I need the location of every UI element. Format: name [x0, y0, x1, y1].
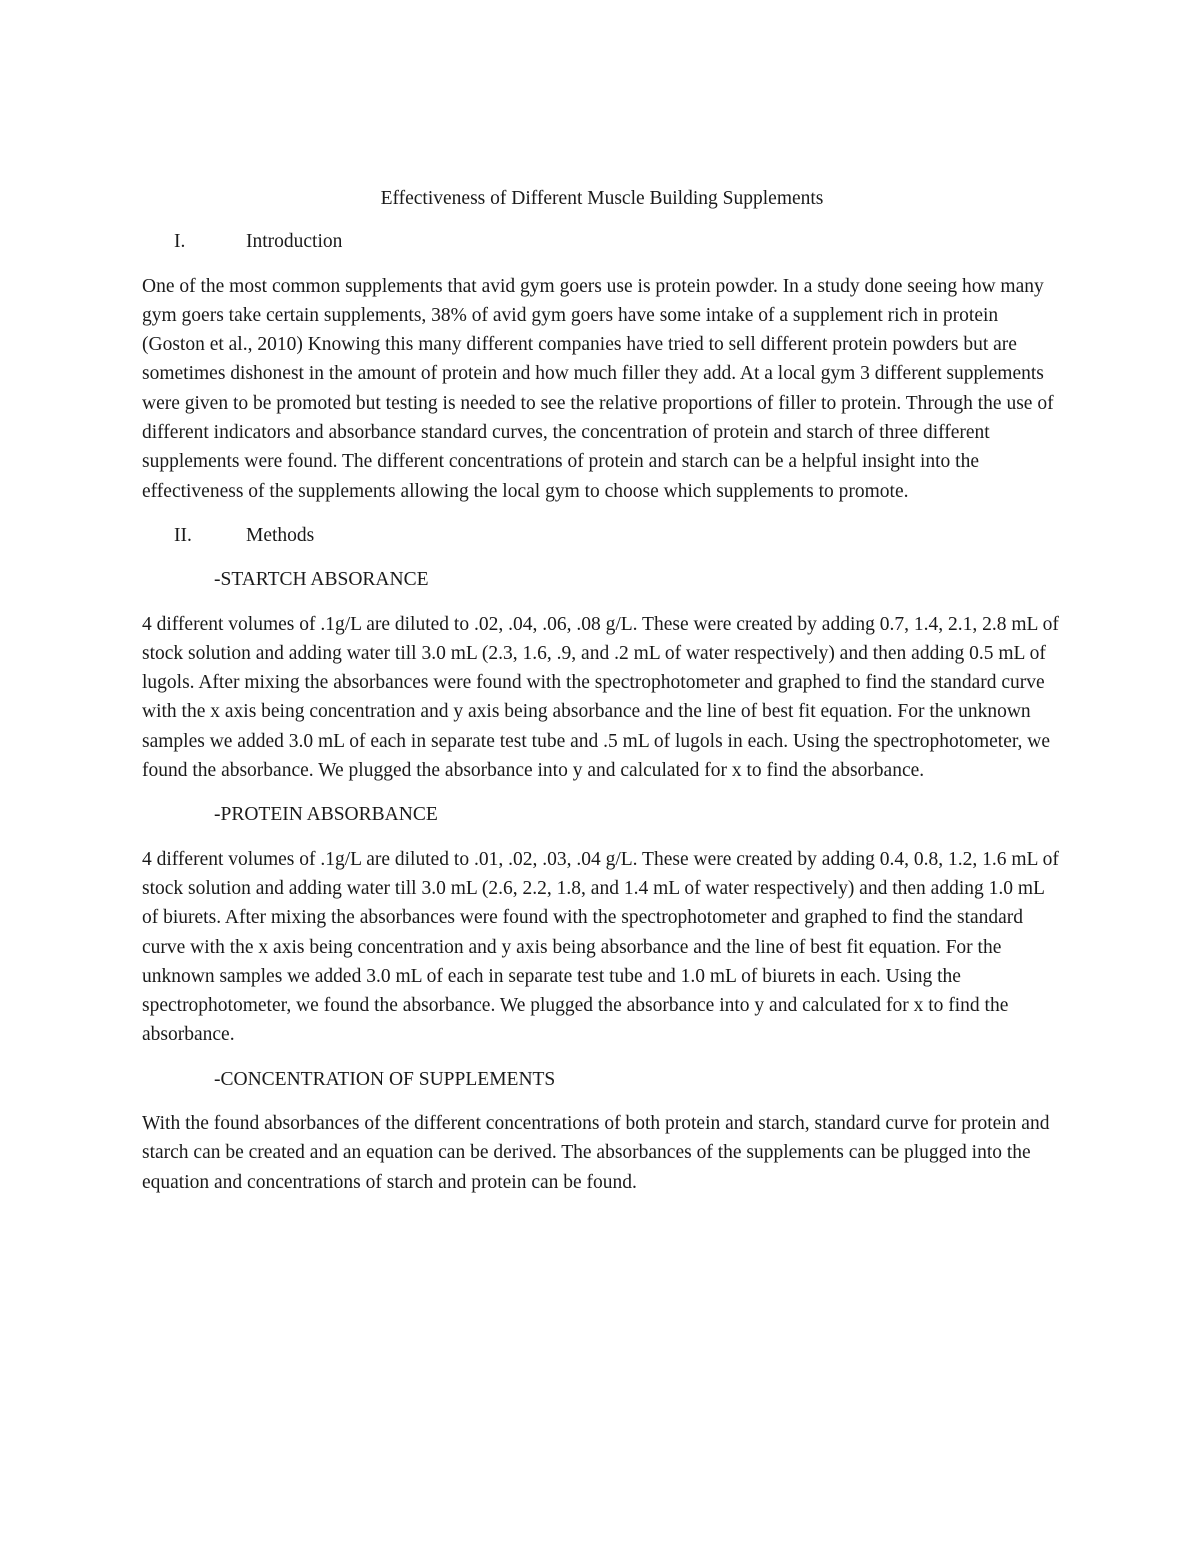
- section-number: II.: [174, 524, 192, 546]
- section-title: Introduction: [246, 231, 343, 253]
- subheading-concentration-of-supplements: -CONCENTRATION OF SUPPLEMENTS: [214, 1068, 556, 1090]
- document-title: Effectiveness of Different Muscle Building Supplements: [380, 188, 824, 209]
- introduction-paragraph: One of the most common supplements that avid gym goers use is protein powder. In a study done seeing how many gym goers take certain supplements, 38% of avid gym goers have some intake of a supplement rich in protein (Goston et al., 2010) Knowing this many different companies have tried to sell different protein powders but are sometimes dishonest in the amount of protein and how much filler they add. At a local gym 3 different supplements were given to be promoted but testing is needed to see the relative proportions of filler to protein. Through the use of different indicators and absorbance standard curves, the concentration of protein and starch of three different supplements were found. The different concentrations of protein and starch can be a helpful insight into the effectiveness of the supplements allowing the local gym to choose which supplements to promote.: [142, 275, 1054, 502]
- section-heading-introduction: [142, 227, 1062, 256]
- section-number: I.: [174, 231, 186, 253]
- section-title: Methods: [246, 524, 315, 546]
- starch-method-paragraph: 4 different volumes of .1g/L are diluted to .02, .04, .06, .08 g/L. These were created by adding 0.7, 1.4, 2.1, 2.8 mL of stock solution and adding water till 3.0 mL (2.3, 1.6, .9, and .2 mL of water respectively) and then adding 0.5 mL of lugols. After mixing the absorbances were found with the spectrophotometer and graphed to find the standard curve with the x axis being concentration and y axis being absorbance and the line of best fit equation. For the unknown samples we added 3.0 mL of each in separate test tube and .5 mL of lugols in each. Using the spectrophotometer, we found the absorbance. We plugged the absorbance into y and calculated for x to find the absorbance.: [142, 613, 1059, 782]
- subheading-starch-absorbance: -STARTCH ABSORANCE: [214, 569, 429, 591]
- document-page: [142, 184, 1062, 1212]
- protein-method-paragraph: 4 different volumes of .1g/L are diluted to .01, .02, .03, .04 g/L. These were created by adding 0.4, 0.8, 1.2, 1.6 mL of stock solution and adding water till 3.0 mL (2.6, 2.2, 1.8, and 1.4 mL of water respectively) and then adding 1.0 mL of biurets. After mixing the absorbances were found with the spectrophotometer and graphed to find the standard curve with the x axis being concentration and y axis being absorbance and the line of best fit equation. For the unknown samples we added 3.0 mL of each in separate test tube and 1.0 mL of biurets in each. Using the spectrophotometer, we found the absorbance. We plugged the absorbance into y and calculated for x to find the absorbance.: [142, 848, 1059, 1046]
- section-heading-methods: [142, 521, 1062, 550]
- concentration-method-paragraph: With the found absorbances of the different concentrations of both protein and starch, standard curve for protein and starch can be created and an equation can be derived. The absorbances of the supplements can be plugged into the equation and concentrations of starch and protein can be found.: [142, 1113, 1050, 1193]
- subheading-protein-absorbance: -PROTEIN ABSORBANCE: [214, 804, 438, 826]
